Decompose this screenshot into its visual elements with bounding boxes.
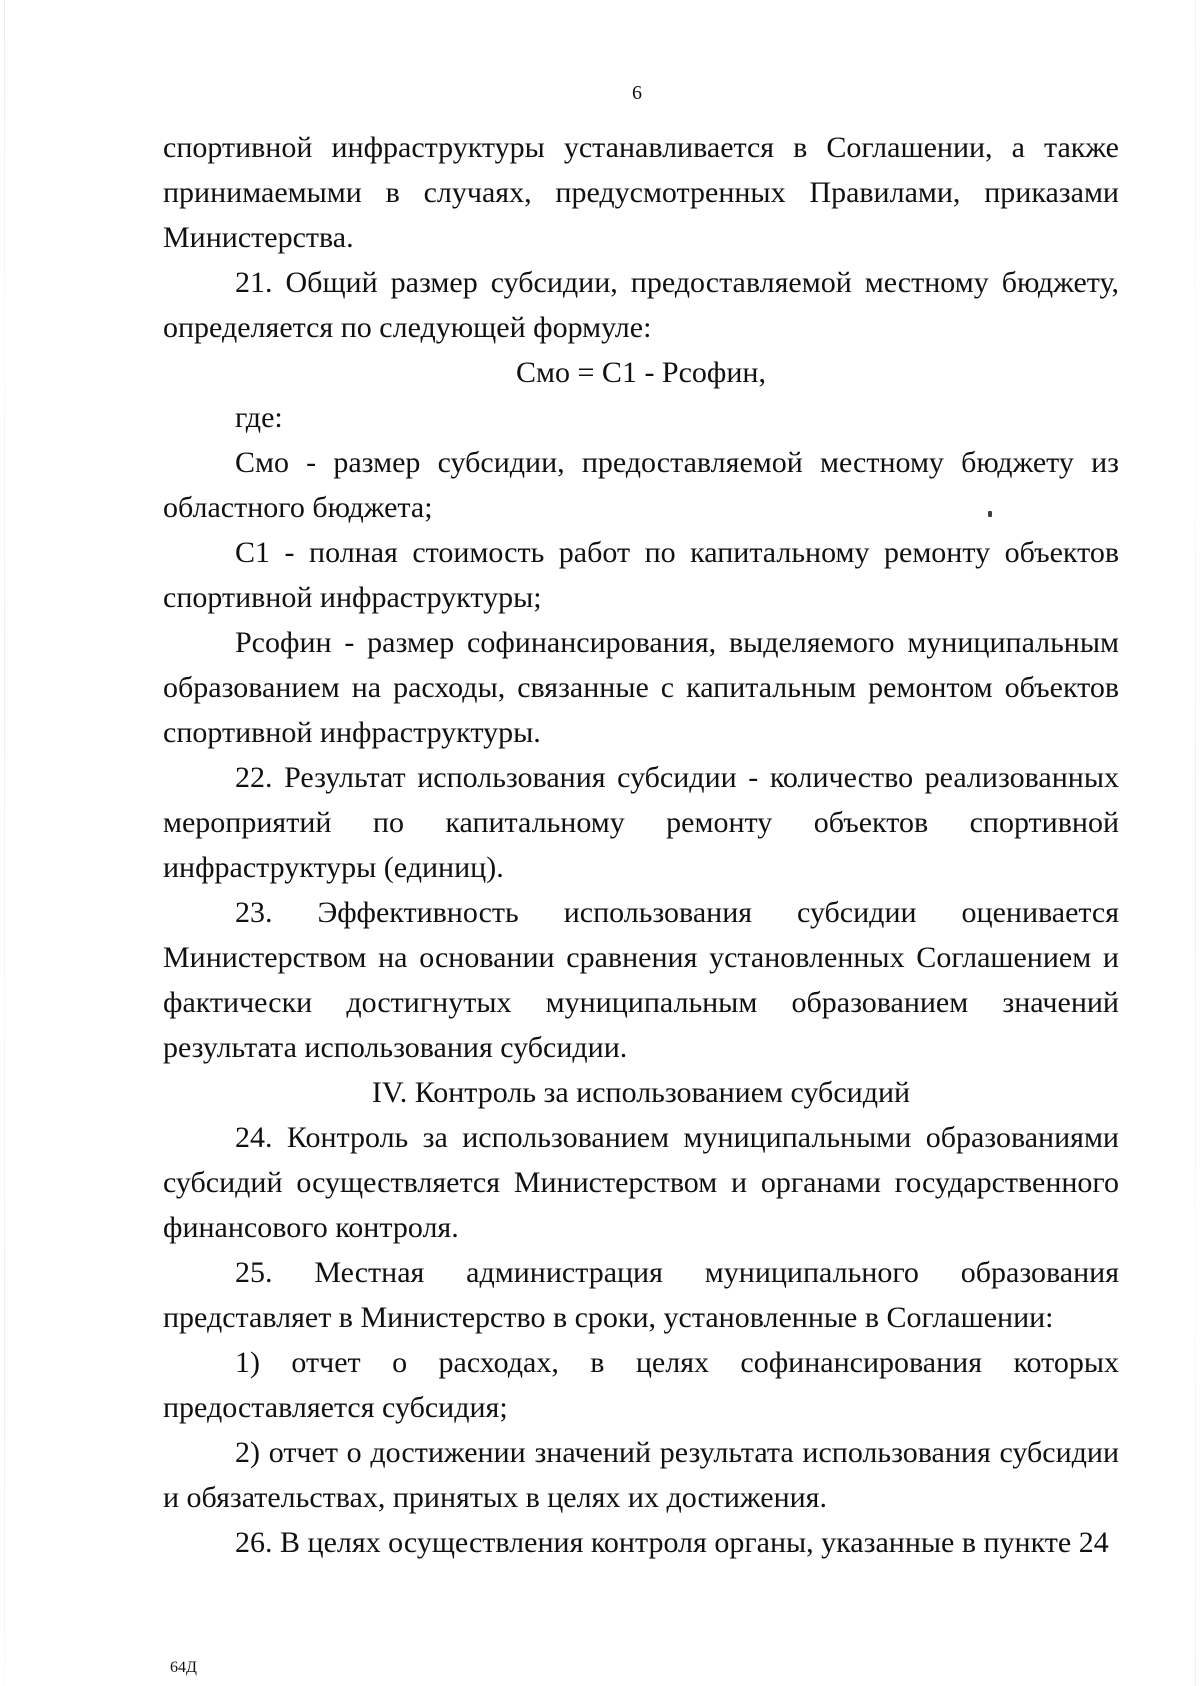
- scan-edge-left: [4, 0, 5, 1686]
- definition-c1: С1 - полная стоимость работ по капитальному ремонту объектов спортивной инфраструктуры;: [163, 536, 1119, 614]
- page-number: 6: [632, 82, 642, 104]
- definition-smo: Смо - размер субсидии, предоставляемой местному бюджету из областного бюджета;: [163, 446, 1119, 524]
- formula-line: Смо = С1 - Рсофин,: [516, 356, 766, 389]
- definition-rsofin: Рсофин - размер софинансирования, выделяемого муниципальным образованием на расходы, связанные с капитальным ремонтом объектов спортивной инфраструктуры.: [163, 626, 1119, 749]
- footer-document-code: 64Д: [170, 1659, 197, 1676]
- list-item-1: 1) отчет о расходах, в целях софинансирования которых предоставляется субсидия;: [163, 1346, 1119, 1424]
- document-body: [163, 125, 1119, 1565]
- scan-edge-right: [1195, 0, 1196, 1686]
- formula-where: где:: [235, 401, 283, 434]
- scan-speck: [988, 511, 992, 517]
- paragraph-22: 22. Результат использования субсидии - количество реализованных мероприятий по капитальному ремонту объектов спортивной инфраструктуры (единиц).: [163, 761, 1119, 884]
- paragraph-23: 23. Эффективность использования субсидии оценивается Министерством на основании сравнения установленных Соглашением и фактически достигнутых муниципальным образованием значений результата использования субсидии.: [163, 896, 1119, 1064]
- paragraph-21: 21. Общий размер субсидии, предоставляемой местному бюджету, определяется по следующей формуле:: [163, 266, 1119, 344]
- list-item-2: 2) отчет о достижении значений результата использования субсидии и обязательствах, принятых в целях их достижения.: [163, 1436, 1119, 1514]
- section-heading-iv: IV. Контроль за использованием субсидий: [371, 1076, 911, 1109]
- paragraph-25: 25. Местная администрация муниципального образования представляет в Министерство в сроки, установленные в Соглашении:: [163, 1256, 1119, 1334]
- paragraph-24: 24. Контроль за использованием муниципальными образованиями субсидий осуществляется Министерством и органами государственного финансового контроля.: [163, 1121, 1119, 1244]
- paragraph-26: 26. В целях осуществления контроля органы, указанные в пункте 24: [235, 1526, 1109, 1559]
- paragraph-continuation: спортивной инфраструктуры устанавливается в Соглашении, а также принимаемыми в случаях, предусмотренных Правилами, приказами Министерства.: [163, 131, 1119, 254]
